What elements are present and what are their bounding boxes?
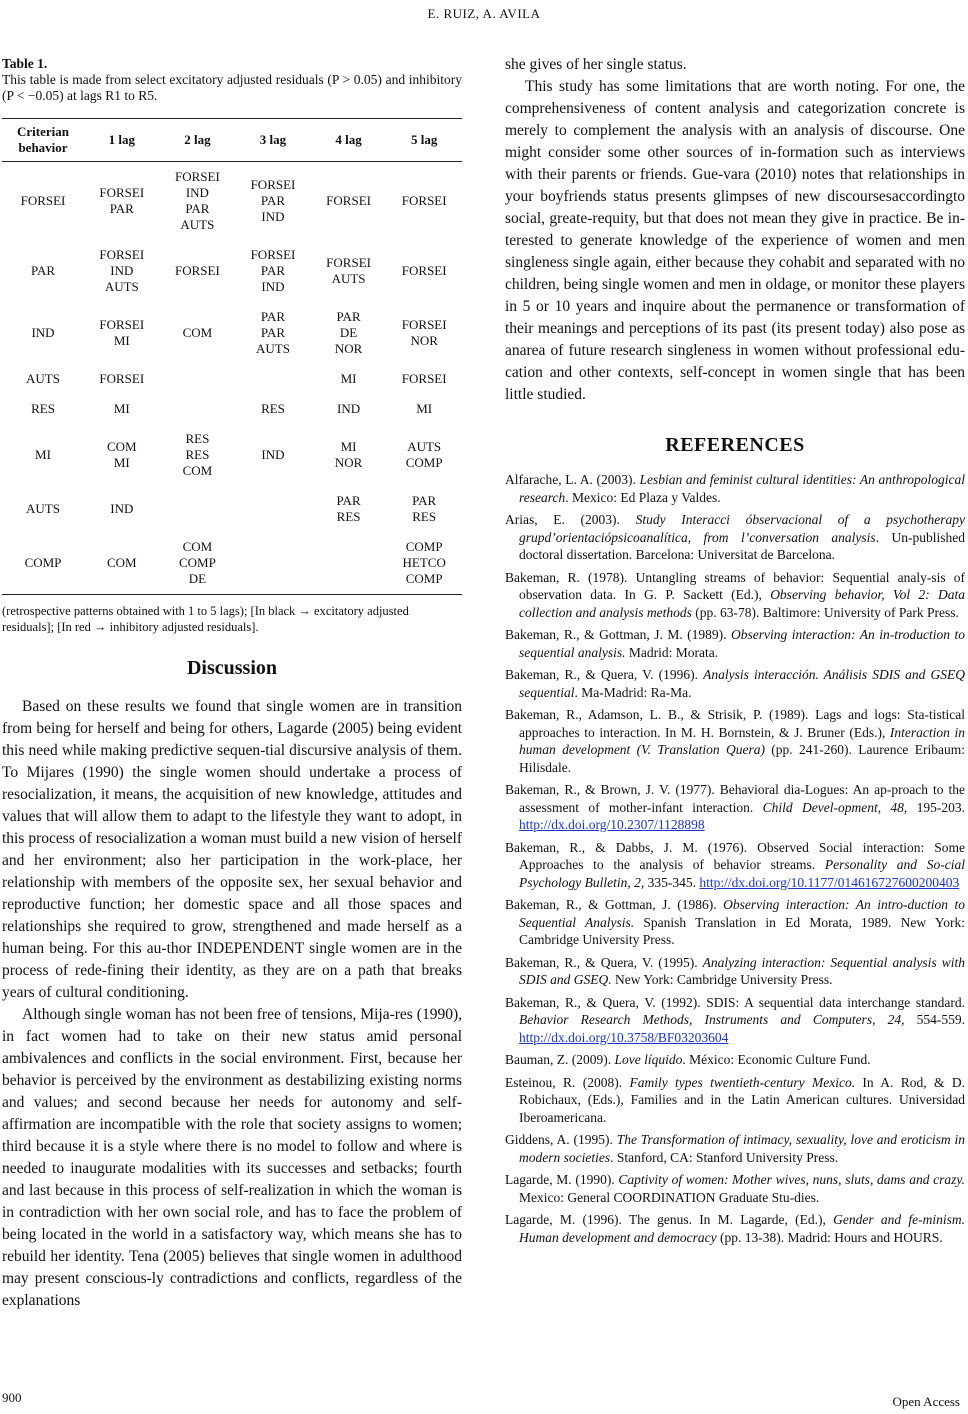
cell-code: COMP xyxy=(405,539,443,554)
table-note: (retrospective patterns obtained with 1 to 5 lags); [In black → excitatory adjusted residuals]; [In red → inhibitory adjusted residuals]. xyxy=(2,604,409,634)
cell-code: PAR xyxy=(260,309,286,324)
reference-item: Bakeman, R., Adamson, L. B., & Strisik, P. (1989). Lags and logs: Sta-tistical approaches to interaction. In M. H. Bornstein, & J. Bruner (Eds.), Interaction in human development (V. Translation Quera) (pp. 241-260). Laurence Eribaum: Hilisdale. xyxy=(505,707,966,775)
cell-code: RES xyxy=(412,509,437,524)
reference-item: Arias, E. (2003). Study Interacci óbservacional of a psychotherapy grupd’orientaciópsicoanalítica, from l’conversation analysis. Un-published doctoral dissertation. Barcelona: Universitat de Barcelona. xyxy=(505,512,965,562)
cell-code: COMP xyxy=(178,555,216,570)
table-cell xyxy=(235,394,311,424)
table-row xyxy=(2,532,462,595)
table-cell xyxy=(311,162,387,241)
cell-code: FORSEI xyxy=(20,193,66,208)
table-cell xyxy=(235,364,311,394)
reference-item: Bakeman, R., & Brown, J. V. (1977). Behavioral dia-Logues: An ap-proach to the assessment of mother-infant interaction. Child Devel-opment, 48, 195-203. http://dx.doi.org/10.2307/1128898 xyxy=(505,782,965,832)
reference-item: Bakeman, R. (1978). Untangling streams of behavior: Sequential analy-sis of observation data. In G. P. Sackett (Ed.), Observing behavior, Vol 2: Data collection and analysis methods (pp. 63-78). Baltimore: University of Park Press. xyxy=(505,569,965,620)
cell-code: FORSEI xyxy=(250,247,296,262)
table-cell xyxy=(311,394,387,424)
table-cell xyxy=(2,162,84,241)
cell-code: IND xyxy=(110,263,134,278)
table-cell xyxy=(386,302,462,364)
page-number: 900 xyxy=(2,1390,22,1405)
table-cell xyxy=(84,240,160,302)
cell-code: COM xyxy=(106,555,137,570)
table-cell xyxy=(235,162,311,241)
cell-code: FORSEI xyxy=(326,193,371,208)
reference-item: Giddens, A. (1995). The Transformation of intimacy, sexuality, love and eroticism in modern societies. Stanford, CA: Stanford University Press. xyxy=(505,1132,965,1165)
references-heading: REFERENCES xyxy=(665,434,805,456)
cell-code: PAR xyxy=(109,201,134,216)
cell-code: PAR xyxy=(260,325,286,340)
reference-item: Esteinou, R. (2008). Family types twentieth-century Mexico. In A. Rod, & D. Robichaux, (Eds.), Families and in the Latin American cultures. Universidad Iberoamericana. xyxy=(505,1074,965,1125)
references-list xyxy=(505,471,965,1246)
cell-code: AUTS xyxy=(180,217,215,232)
cell-code: PAR xyxy=(260,193,286,208)
table-cell xyxy=(160,424,236,486)
cell-code: FORSEI xyxy=(174,263,220,278)
table-cell xyxy=(311,486,387,532)
cell-code: PAR xyxy=(336,493,361,508)
cell-code: AUTS xyxy=(104,279,139,294)
cell-code: COM xyxy=(182,325,213,340)
table-cell xyxy=(235,424,311,486)
table-cell xyxy=(84,424,160,486)
table-cell xyxy=(2,394,84,424)
table-row xyxy=(2,394,462,424)
reference-item: Bakeman, R., & Gottman, J. (1986). Observing interaction: An intro-duction to Sequential Analysis. Spanish Translation in Ed Morata, 1989. New York: Cambridge University Press. xyxy=(505,897,965,947)
col-header: 2 lag xyxy=(160,119,236,162)
reference-item: Lagarde, M. (1996). The genus. In M. Lagarde, (Ed.), Gender and fe-minism. Human development and democracy (pp. 13-38). Madrid: Hours and HOURS. xyxy=(505,1212,965,1245)
table-cell xyxy=(311,424,387,486)
table-cell xyxy=(235,486,311,532)
table-cell xyxy=(235,240,311,302)
cell-code: FORSEI xyxy=(401,193,447,208)
cell-code: IND xyxy=(110,501,134,516)
reference-item: Bakeman, R., & Quera, V. (1992). SDIS: A sequential data interchange standard. Behavior Research Methods, Instruments and Computers, 24, 554-559. http://dx.doi.org/10.3758/BF03203604 xyxy=(505,994,965,1045)
table-row xyxy=(2,302,462,364)
table-body xyxy=(2,162,462,595)
col-header: 5 lag xyxy=(386,119,462,162)
table-cell xyxy=(311,364,387,394)
running-header: E. RUIZ, A. AVILA xyxy=(427,6,541,21)
cell-code: IND xyxy=(261,209,285,224)
reference-item: Lagarde, M. (1990). Captivity of women: Mother wives, nuns, sluts, dams and crazy. Mexico: General COORDINATION Graduate Stu-dies. xyxy=(505,1172,965,1205)
table-cell xyxy=(160,532,236,595)
table-cell xyxy=(84,302,160,364)
discussion-heading: Discussion xyxy=(186,657,278,679)
table-cell xyxy=(235,302,311,364)
table-cell xyxy=(311,302,387,364)
doi-link[interactable]: http://dx.doi.org/10.2307/1128898 xyxy=(519,817,705,832)
table-row xyxy=(2,364,462,394)
table-cell xyxy=(2,486,84,532)
table-cell xyxy=(160,240,236,302)
table-row xyxy=(2,162,462,241)
cell-code: PAR xyxy=(336,309,361,324)
table-cell xyxy=(386,532,462,595)
cell-code: COMP xyxy=(24,555,62,570)
table-cell xyxy=(2,424,84,486)
cell-code: FORSEI xyxy=(250,177,296,192)
cell-code: HETCO xyxy=(402,555,446,570)
reference-item: Alfarache, L. A. (2003). Lesbian and feminist cultural identities: An anthropological research. Mexico: Ed Plaza y Valdes. xyxy=(505,472,965,505)
table-cell xyxy=(386,240,462,302)
cell-code: FORSEI xyxy=(99,371,145,386)
cell-code: FORSEI xyxy=(99,185,145,200)
cell-code: DE xyxy=(188,571,207,586)
cell-code: DE xyxy=(339,325,358,340)
right-column xyxy=(505,54,965,1251)
cell-code: RES xyxy=(336,509,361,524)
cell-code: COM xyxy=(182,539,213,554)
cell-code: RES xyxy=(261,401,285,416)
table-cell xyxy=(2,364,84,394)
col-header: 4 lag xyxy=(311,119,387,162)
continued-text: she gives of her single status. xyxy=(505,56,687,73)
cell-code: FORSEI xyxy=(401,371,447,386)
table-cell xyxy=(160,364,236,394)
left-column xyxy=(2,52,462,1312)
cell-code: FORSEI xyxy=(401,317,447,332)
cell-code: COMP xyxy=(405,455,443,470)
table-cell xyxy=(160,162,236,241)
cell-code: COMP xyxy=(405,571,443,586)
cell-code: MI xyxy=(113,333,130,348)
cell-code: RES xyxy=(31,401,55,416)
results-table xyxy=(2,118,462,595)
cell-code: COM xyxy=(182,463,213,478)
cell-code: MI xyxy=(340,439,357,454)
cell-code: FORSEI xyxy=(401,263,447,278)
table-title: Table 1. xyxy=(2,56,48,71)
reference-item: Bakeman, R., & Quera, V. (1995). Analyzing interaction: Sequential analysis with SDIS and GSEQ. New York: Cambridge University Press. xyxy=(505,954,965,987)
table-cell xyxy=(84,532,160,595)
table-cell xyxy=(386,486,462,532)
col-header: 3 lag xyxy=(235,119,311,162)
table-cell xyxy=(311,532,387,595)
table-cell xyxy=(160,486,236,532)
table-cell xyxy=(235,532,311,595)
table-cell xyxy=(84,162,160,241)
cell-code: IND xyxy=(337,401,361,416)
doi-link[interactable]: http://dx.doi.org/10.1177/014616727600200403 xyxy=(699,874,960,890)
table-header-row xyxy=(2,119,462,162)
table-cell xyxy=(386,424,462,486)
cell-code: NOR xyxy=(334,455,363,470)
cell-code: PAR xyxy=(260,263,286,278)
cell-code: PAR xyxy=(30,263,56,278)
reference-item: Bauman, Z. (2009). Love líquido. México: Economic Culture Fund. xyxy=(505,1052,871,1067)
open-access-label: Open Access xyxy=(892,1394,960,1409)
table-cell xyxy=(84,486,160,532)
table-cell xyxy=(2,532,84,595)
table-cell xyxy=(84,364,160,394)
cell-code: AUTS xyxy=(26,371,60,386)
cell-code: IND xyxy=(31,325,55,340)
cell-code: COM xyxy=(106,439,137,454)
cell-code: MI xyxy=(416,401,433,416)
table-row xyxy=(2,424,462,486)
reference-item: Bakeman, R., & Dabbs, J. M. (1976). Observed Social interaction: Some Approaches to the analysis of behavior streams. Personality and So-cial Psychology Bulletin, 2, 335-345. http://dx.doi.org/10.1177/014616727600200403 xyxy=(505,839,965,890)
table-cell xyxy=(386,394,462,424)
cell-code: PAR xyxy=(412,493,437,508)
cell-code: IND xyxy=(261,279,285,294)
cell-code: RES xyxy=(185,431,210,446)
cell-code: NOR xyxy=(410,333,438,348)
cell-code: NOR xyxy=(334,341,363,356)
table-cell xyxy=(2,240,84,302)
cell-code: IND xyxy=(261,447,285,462)
table-cell xyxy=(311,240,387,302)
reference-item: Bakeman, R., & Gottman, J. M. (1989). Observing interaction: An in-troduction to sequential analysis. Madrid: Morata. xyxy=(505,627,965,660)
table-caption: This table is made from select excitatory adjusted residuals (P > 0.05) and inhibitory (P < −0.05) at lags R1 to R5. xyxy=(2,72,462,103)
cell-code: AUTS xyxy=(407,439,442,454)
table-row xyxy=(2,486,462,532)
cell-code: PAR xyxy=(185,201,210,216)
table-cell xyxy=(84,394,160,424)
discussion-paragraph: Although single woman has not been free of tensions, Mija-res (1990), in fact women had to take on their new status amid personal ambivalences and conflicts in the social environment. First, because her behavior is perceived by the environment as destabilizing existing norms and values; and second because her needs for autonomy and self-affirmation are incompatible with the role that society assigns to women; third because it is a style where there is no model to follow and where is needed to inaugurate modalities with its successes and setbacks; fourth and last because in this process of self-realization in which the woman is in contradiction with her own social role, and has to face the problem of being located in the world in a satisfactory way, which means she has to rebuild her identity. Tena (2005) believes that single women in adulthood may present conscious-ly contradictions and conflicts, regardless of the explanations xyxy=(2,1006,462,1309)
cell-code: AUTS xyxy=(331,271,366,286)
cell-code: MI xyxy=(340,371,357,386)
table-cell xyxy=(386,364,462,394)
col-header: Criterian behavior xyxy=(2,119,84,162)
doi-link[interactable]: http://dx.doi.org/10.3758/BF03203604 xyxy=(519,1029,729,1045)
discussion-paragraph: Based on these results we found that single women are in transition from being for herself and being for others, Lagarde (2005) being evident this need while making predictive sequen-tial discursive analysis of them. To Mijares (1990) the single women should undertake a process of resocialization, it means, the acquisition of new knowledge, attitudes and values that will allow them to adapt to the lifestyle they want to adopt, in this process of resocialization a woman must build a new vision of herself and her environment; also her participation in the work-place, her relationship with members of the opposite sex, her sexual behavior and reproductive function; her domestic space and all those spaces and relationships she required to grow, strengthened and made herself as a human being. For this au-thor INDEPENDENT single women are in the process of rede-fining their identity, as they are on a path that breaks years of cultural conditioning. xyxy=(2,698,462,1001)
table-cell xyxy=(160,394,236,424)
reference-item: Bakeman, R., & Quera, V. (1996). Analysis interacción. Análisis SDIS and GSEQ sequential. Ma-Madrid: Ra-Ma. xyxy=(505,667,965,700)
cell-code: RES xyxy=(185,447,210,462)
table-cell xyxy=(160,302,236,364)
cell-code: MI xyxy=(35,447,51,462)
cell-code: AUTS xyxy=(256,341,290,356)
cell-code: MI xyxy=(113,401,130,416)
cell-code: IND xyxy=(185,185,209,200)
table-cell xyxy=(386,162,462,241)
cell-code: FORSEI xyxy=(326,255,371,270)
cell-code: AUTS xyxy=(26,501,60,516)
limitations-paragraph: This study has some limitations that are worth noting. For one, the comprehensiveness of content analysis and categorization concrete is merely to complement the analysis with an analysis of discourse. One might consider some other sources of in-formation such as interviews with their parents or friends. Gue-vara (2010) notes that relationships in your boyfriends status presents glimpses of new discoursesaccordingto social, greate-requity, but that does not mean they give in practice. Be in-terested to generate knowledge of the experience of women and men singleness single again, either because they cohabit and separated with no children, being single women and men in oldage, or monitor these players in 5 or 10 years and inquire about the permanence or transformation of their meanings and perceptions of its past (its present today) also pose as anarea of future research singleness in women without professional edu-cation and other contexts, self-concept in women single that has been little studied. xyxy=(505,78,965,403)
table-row xyxy=(2,240,462,302)
cell-code: FORSEI xyxy=(174,169,220,184)
cell-code: FORSEI xyxy=(99,247,145,262)
cell-code: FORSEI xyxy=(99,317,145,332)
col-header: 1 lag xyxy=(84,119,160,162)
cell-code: MI xyxy=(113,455,130,470)
table-cell xyxy=(2,302,84,364)
